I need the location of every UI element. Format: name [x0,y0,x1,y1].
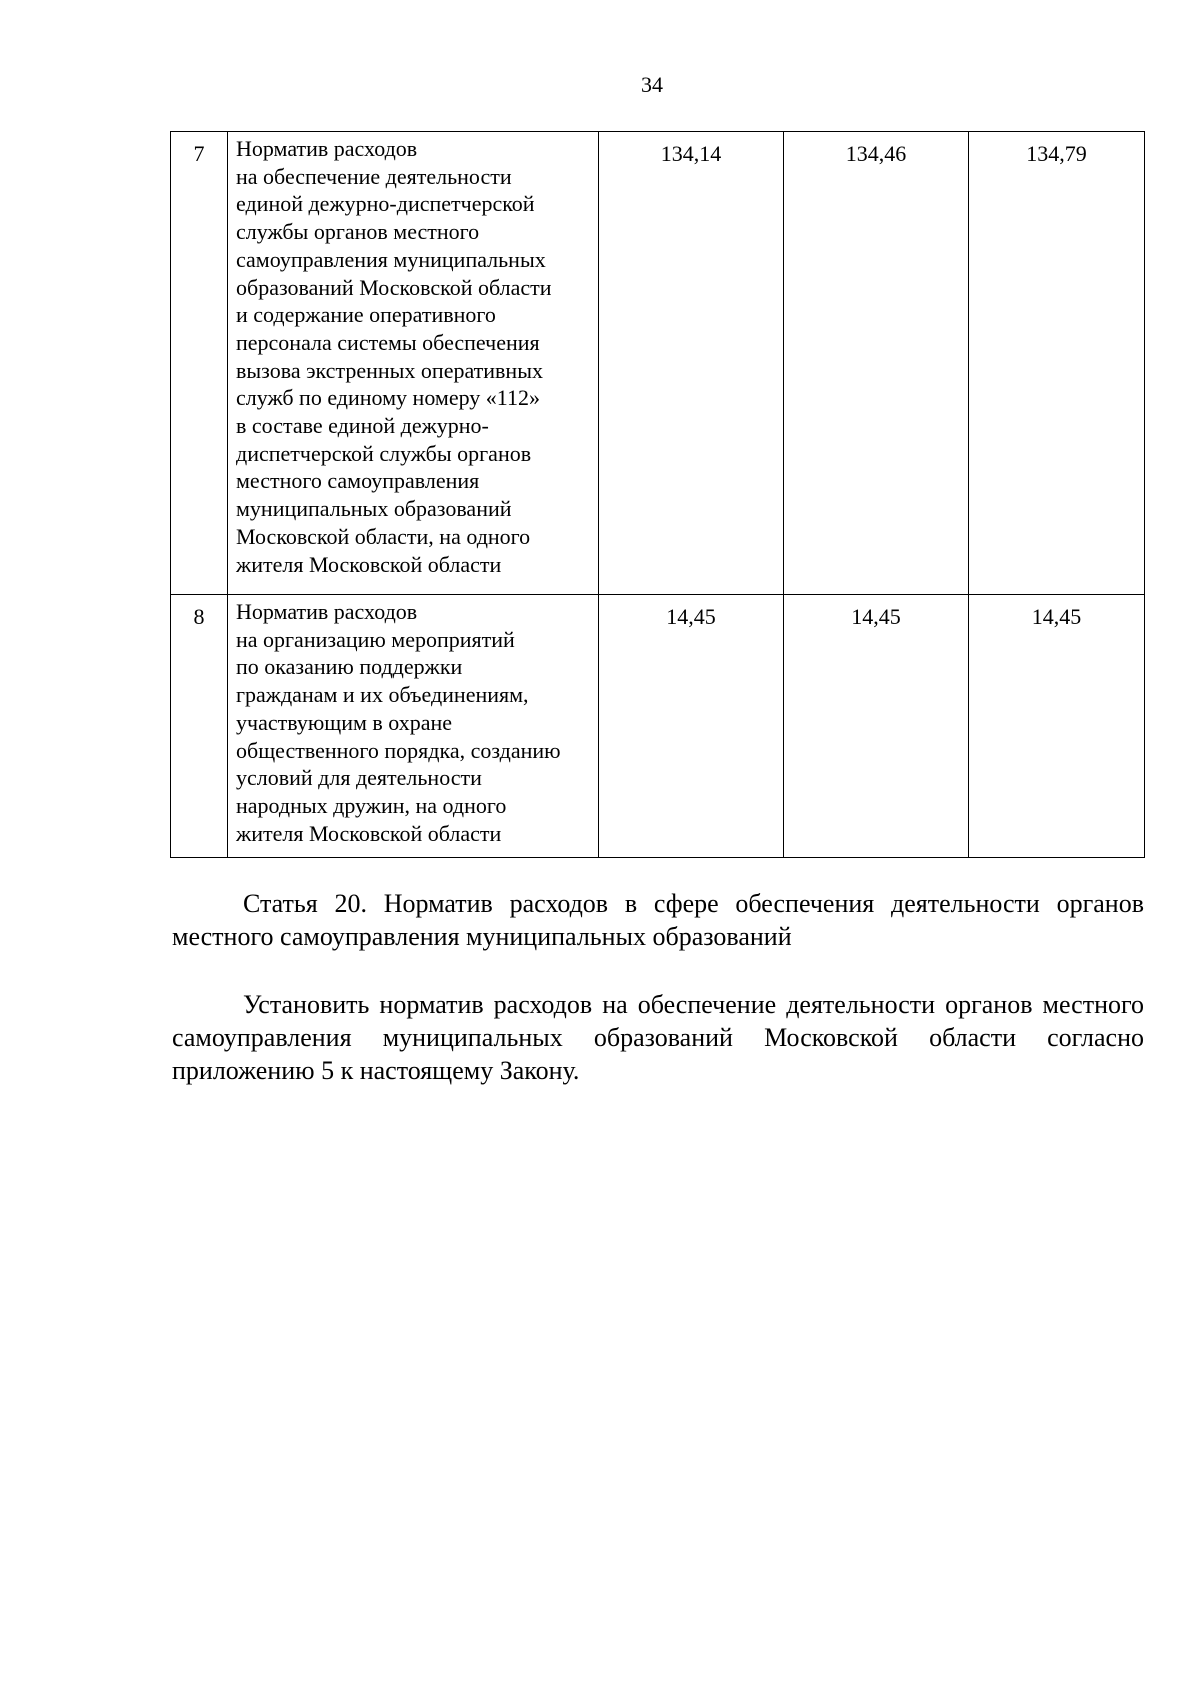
row-number: 7 [171,132,228,595]
row-value-2: 134,46 [784,132,969,595]
norms-table [170,131,1145,858]
table-row [171,132,1145,595]
article-section [172,887,1144,1087]
row-value-1: 134,14 [599,132,784,595]
row-description: Норматив расходов на обеспечение деятельности единой дежурно-диспетчерской службы органов местного самоуправления муниципальных образований Московской области и содержание оперативного персонала системы обеспечения вызова экстренных оперативных служб по единому номеру «112» в составе единой дежурно- диспетчерской службы органов местного самоуправления муниципальных образований Московской области, на одного жителя Московской области [228,132,599,595]
page-number: 34 [641,72,663,97]
row-number: 8 [171,595,228,858]
row-value-2: 14,45 [784,595,969,858]
article-body: Установить норматив расходов на обеспечение деятельности органов местного самоуправления муниципальных образований Московской области согласно приложению 5 к настоящему Закону. [172,990,1144,1085]
article-heading: Статья 20. Норматив расходов в сфере обеспечения деятельности органов местного самоуправления муниципальных образований [172,889,1144,951]
table-row [171,595,1145,858]
row-value-3: 134,79 [969,132,1145,595]
row-description: Норматив расходов на организацию мероприятий по оказанию поддержки гражданам и их объединениям, участвующим в охране общественного порядка, созданию условий для деятельности народных дружин, на одного жителя Московской области [228,595,599,858]
row-value-1: 14,45 [599,595,784,858]
row-value-3: 14,45 [969,595,1145,858]
